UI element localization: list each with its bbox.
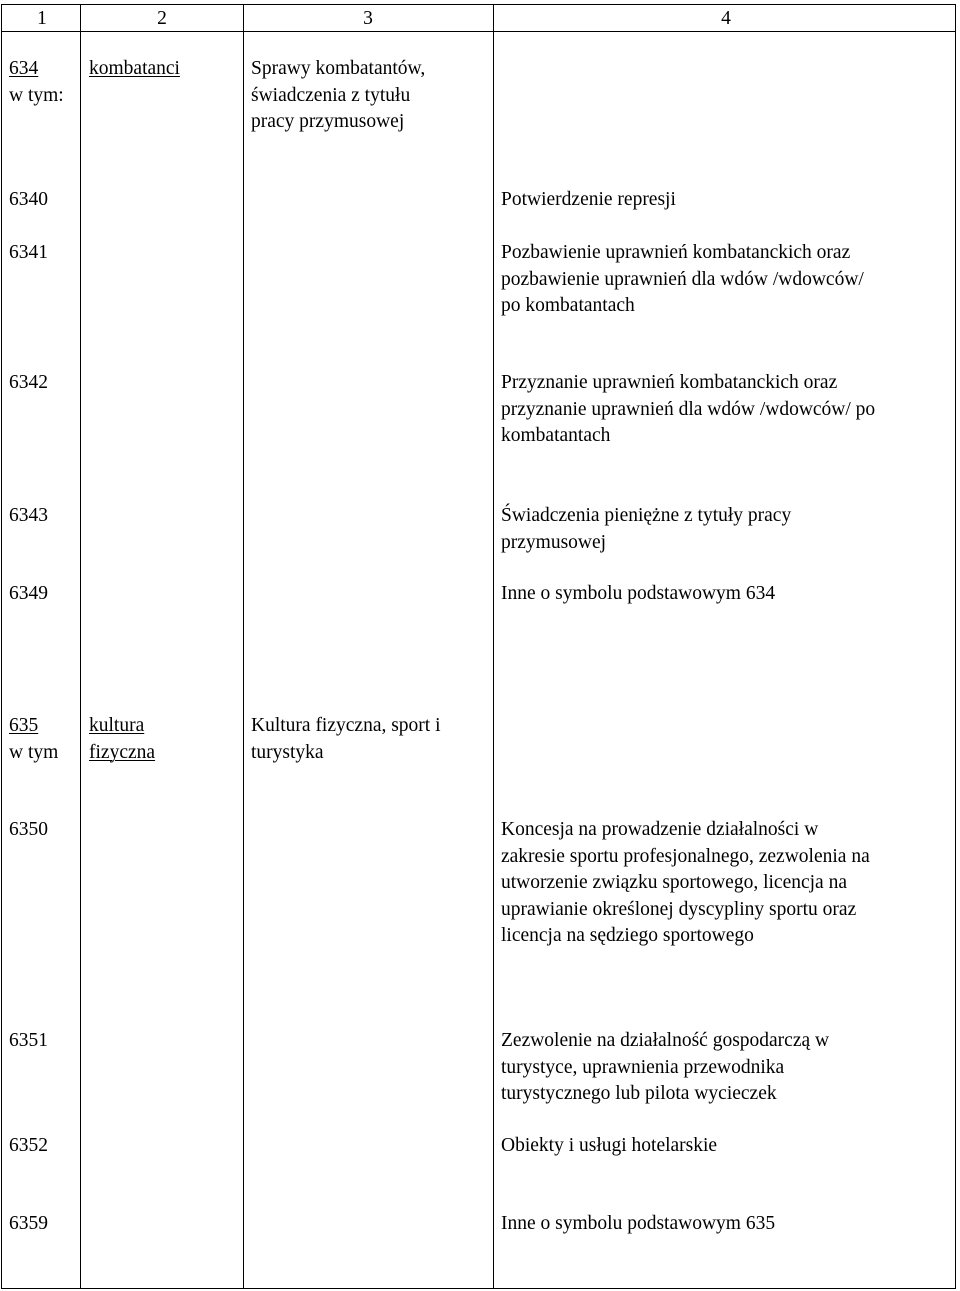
description-line: świadczenia z tytułu (251, 84, 411, 106)
section-code (9, 56, 64, 109)
column-divider-1 (80, 4, 81, 1289)
description-line: kombatantach (501, 425, 611, 446)
description-line: Kultura fizyczna, sport i (251, 715, 441, 736)
description-line: turystycznego lub pilota wycieczek (501, 1083, 777, 1104)
description-line: utworzenie związku sportowego, licencja na (501, 872, 847, 893)
description-line: Potwierdzenie represji (501, 189, 676, 210)
header-col-3: 3 (363, 8, 373, 29)
section-name-text: kombatanci (89, 58, 180, 79)
description-line: uprawianie określonej dyscypliny sportu oraz (501, 898, 857, 920)
column-divider-3 (493, 4, 494, 1289)
row-code: 6342 (9, 372, 48, 393)
description-line: turystyka (251, 741, 324, 763)
section-code-number: 634 (9, 58, 39, 79)
section-description (251, 56, 425, 136)
row-description (501, 240, 864, 320)
row-description (501, 581, 775, 608)
header-col-2: 2 (157, 8, 167, 29)
row-code: 6351 (9, 1030, 48, 1051)
description-line: Zezwolenie na działalność gospodarczą w (501, 1030, 830, 1051)
row-description (501, 187, 676, 214)
row-code: 6349 (9, 583, 48, 604)
description-line: turystyce, uprawnienia przewodnika (501, 1056, 785, 1078)
description-line: Inne o symbolu podstawowym 635 (501, 1213, 776, 1234)
description-line: przyznanie uprawnień dla wdów /wdowców/ po (501, 398, 876, 420)
row-description (501, 503, 791, 556)
description-line: Świadczenia pieniężne z tytuły pracy (501, 505, 792, 526)
row-description (501, 817, 870, 950)
section-code-suffix: w tym: (9, 84, 64, 106)
description-line: po kombatantach (501, 295, 635, 316)
row-code: 6341 (9, 242, 48, 263)
description-line: licencja na sędziego sportowego (501, 925, 754, 946)
description-line: Sprawy kombatantów, (251, 58, 426, 79)
row-code: 6352 (9, 1135, 48, 1156)
section-description (251, 713, 441, 766)
row-code: 6359 (9, 1213, 48, 1234)
description-line: Pozbawienie uprawnień kombatanckich oraz (501, 242, 851, 263)
section-code-suffix: w tym (9, 741, 59, 763)
column-divider-2 (243, 4, 244, 1289)
description-line: Obiekty i usługi hotelarskie (501, 1135, 718, 1156)
description-line: Inne o symbolu podstawowym 634 (501, 583, 776, 604)
section-name (89, 56, 180, 83)
row-description (501, 370, 875, 450)
section-name-text: kultura (89, 715, 145, 736)
row-description (501, 1028, 829, 1108)
description-line: zakresie sportu profesjonalnego, zezwolenia na (501, 845, 870, 867)
section-name (89, 713, 155, 766)
section-code-number: 635 (9, 715, 39, 736)
description-line: pozbawienie uprawnień dla wdów /wdowców/ (501, 268, 864, 290)
description-line: Przyznanie uprawnień kombatanckich oraz (501, 372, 838, 393)
row-code: 6343 (9, 505, 48, 526)
row-code: 6350 (9, 819, 48, 840)
description-line: Koncesja na prowadzenie działalności w (501, 819, 819, 840)
description-line: pracy przymusowej (251, 111, 405, 132)
description-line: przymusowej (501, 531, 607, 553)
section-name-text: fizyczna (89, 741, 156, 763)
section-code (9, 713, 58, 766)
table-header-row (1, 4, 956, 32)
header-col-1: 1 (37, 8, 47, 29)
header-col-4: 4 (721, 8, 731, 29)
row-code: 6340 (9, 189, 48, 210)
row-description (501, 1211, 775, 1238)
row-description (501, 1133, 717, 1160)
